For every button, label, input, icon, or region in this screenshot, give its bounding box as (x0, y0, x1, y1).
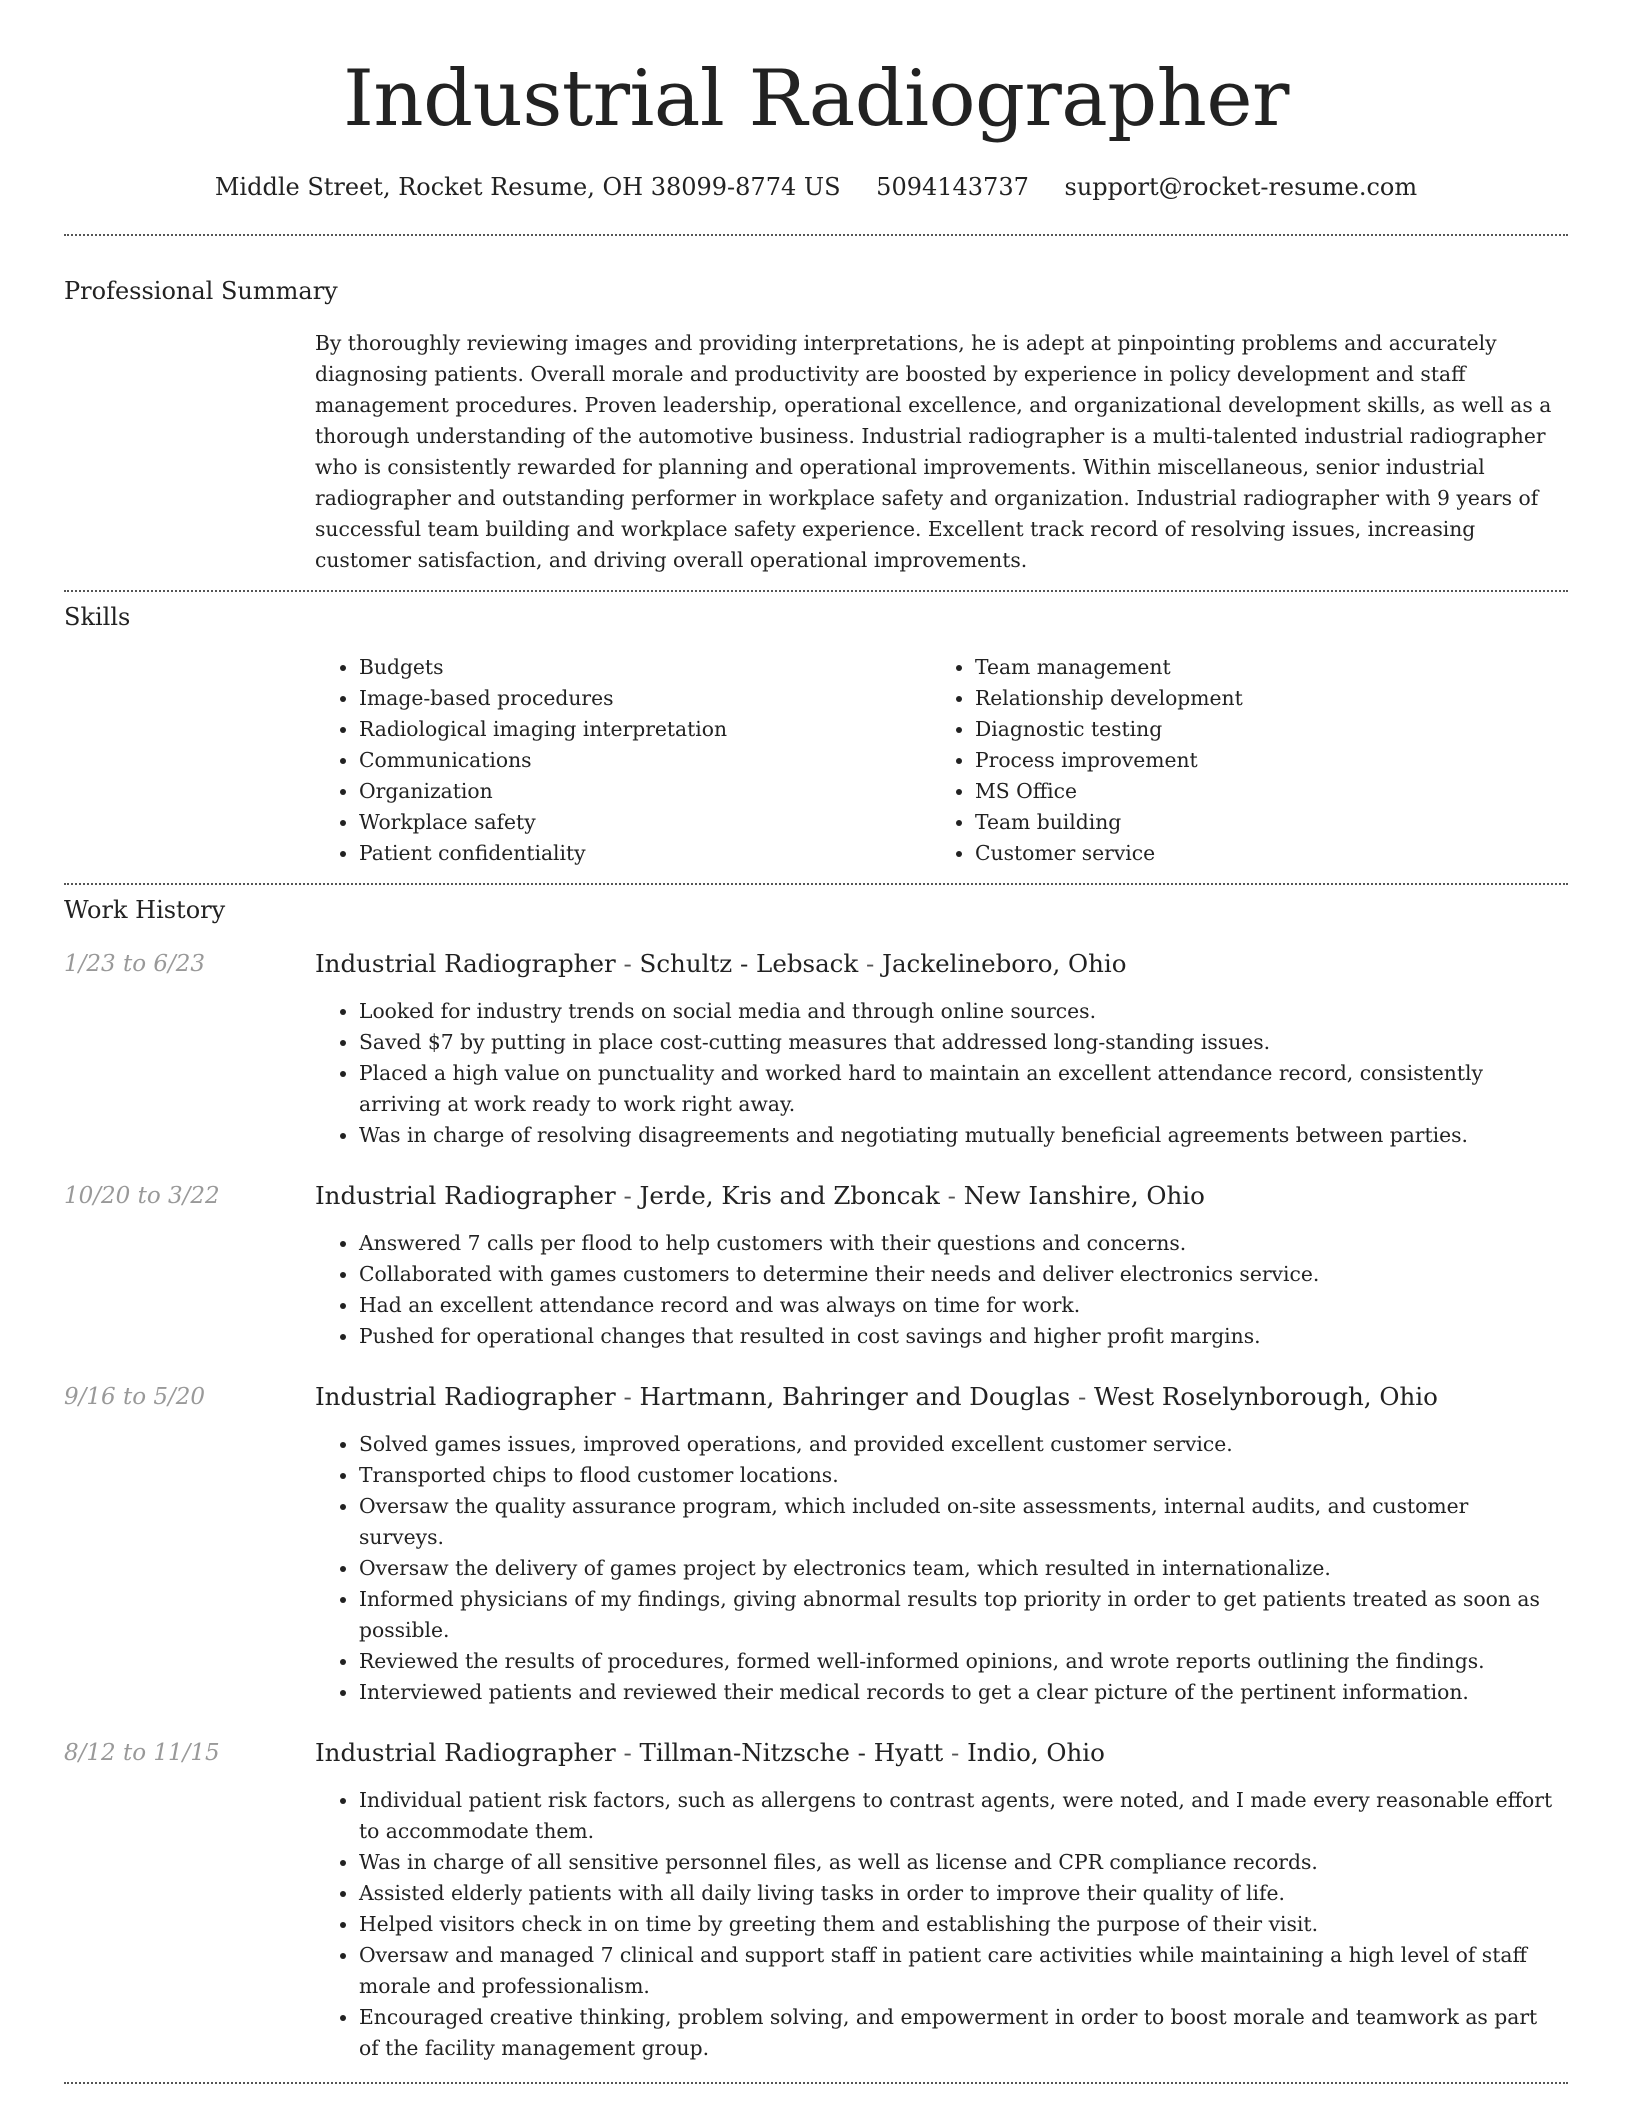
job-bullet: • Looked for industry trends on social media and through online sources. (359, 996, 1555, 1027)
job-location: Indio, Ohio (967, 1738, 1105, 1767)
contact-email: support@rocket-resume.com (1064, 173, 1418, 201)
skill-item: • Process improvement (975, 745, 1547, 776)
job-dates: 10/20 to 3/22 (64, 1183, 220, 1209)
skill-item: • Team management (975, 652, 1547, 683)
skills-list-right (931, 652, 1547, 869)
job-dates: 9/16 to 5/20 (64, 1384, 206, 1410)
job-dates: 1/23 to 6/23 (64, 951, 206, 977)
job-dates: 8/12 to 11/15 (64, 1740, 220, 1766)
job-bullet: • Encouraged creative thinking, problem solving, and empowerment in order to boost morale and teamwork as part of the facility management group. (359, 2002, 1555, 2064)
job-bullets (315, 996, 1555, 1151)
job-bullet: • Solved games issues, improved operations, and provided excellent customer service. (359, 1429, 1555, 1460)
skill-item: • Customer service (975, 838, 1547, 869)
job-title: Industrial Radiographer - Tillman-Nitzsche - Hyatt - Indio, Ohio (315, 1738, 1105, 1767)
job-body (315, 1382, 1555, 1708)
job-bullet: • Answered 7 calls per flood to help customers with their questions and concerns. (359, 1228, 1555, 1259)
job-bullets (315, 1429, 1555, 1708)
skill-item: • Image-based procedures (359, 683, 931, 714)
job-company: Jerde, Kris and Zboncak (639, 1181, 940, 1210)
skill-item: • Workplace safety (359, 807, 931, 838)
contact-line (64, 172, 1568, 202)
job-bullet: • Was in charge of all sensitive personnel files, as well as license and CPR compliance records. (359, 1847, 1555, 1878)
skill-item: • Relationship development (975, 683, 1547, 714)
job-title: Industrial Radiographer - Jerde, Kris and Zboncak - New Ianshire, Ohio (315, 1181, 1205, 1210)
job-role: Industrial Radiographer (315, 949, 616, 978)
job-bullet: • Collaborated with games customers to determine their needs and deliver electronics service. (359, 1259, 1555, 1290)
job-bullet: • Oversaw the quality assurance program, which included on-site assessments, internal audits, and customer surveys. (359, 1491, 1555, 1553)
job-bullet: • Saved $7 by putting in place cost-cutting measures that addressed long-standing issues. (359, 1027, 1555, 1058)
job-company: Tillman-Nitzsche - Hyatt (639, 1738, 944, 1767)
job-bullet: • Had an excellent attendance record and was always on time for work. (359, 1290, 1555, 1321)
job-bullet: • Placed a high value on punctuality and worked hard to maintain an excellent attendance record, consistently arriving at work ready to work right away. (359, 1058, 1555, 1120)
skill-item: • Patient confidentiality (359, 838, 931, 869)
job-bullet: • Assisted elderly patients with all daily living tasks in order to improve their quality of life. (359, 1878, 1555, 1909)
job-company: Schultz - Lebsack (639, 949, 859, 978)
section-title-work: Work History (64, 896, 226, 924)
job-bullets (315, 1228, 1555, 1352)
work-history-section (64, 885, 1568, 2064)
skills-list-left (315, 652, 931, 869)
job-bullet: • Helped visitors check in on time by greeting them and establishing the purpose of their visit. (359, 1909, 1555, 1940)
skill-item: • Organization (359, 776, 931, 807)
job-body (315, 1738, 1555, 2064)
job-role: Industrial Radiographer (315, 1738, 616, 1767)
job-bullet: • Interviewed patients and reviewed their medical records to get a clear picture of the pertinent information. (359, 1677, 1555, 1708)
job-bullets (315, 1785, 1555, 2064)
summary-text: By thoroughly reviewing images and providing interpretations, he is adept at pinpointing problems and accurately diagnosing patients. Overall morale and productivity are boosted by experience in policy development and staff management procedures. Proven leadership, operational excellence, and organizational development skills, as well as a thorough understanding of the automotive business. Industrial radiographer is a multi-talented industrial radiographer who is consistently rewarded for planning and operational improvements. Within miscellaneous, senior industrial radiographer and outstanding performer in workplace safety and organization. Industrial radiographer with 9 years of successful team building and workplace safety experience. Excellent track record of resolving issues, increasing customer satisfaction, and driving overall operational improvements. (315, 331, 1552, 572)
resume-header (64, 0, 1568, 202)
job-company: Hartmann, Bahringer and Douglas (639, 1382, 1071, 1411)
job-body (315, 949, 1555, 1151)
job-bullet: • Informed physicians of my findings, giving abnormal results top priority in order to get patients treated as soon as possible. (359, 1584, 1555, 1646)
skill-item: • Budgets (359, 652, 931, 683)
job-role: Industrial Radiographer (315, 1382, 616, 1411)
skills-grid (315, 652, 1568, 883)
professional-summary-section (64, 236, 1568, 590)
section-title-summary: Professional Summary (64, 277, 338, 305)
job-entry (64, 1181, 1568, 1352)
job-bullet: • Oversaw the delivery of games project by electronics team, which resulted in internationalize. (359, 1553, 1555, 1584)
job-title: Industrial Radiographer - Hartmann, Bahringer and Douglas - West Roselynborough, Ohio (315, 1382, 1438, 1411)
job-title: Industrial Radiographer - Schultz - Lebsack - Jackelineboro, Ohio (315, 949, 1127, 978)
job-entry (64, 949, 1568, 1151)
candidate-name: Industrial Radiographer (343, 54, 1289, 144)
section-divider (64, 2082, 1568, 2084)
job-entry (64, 1382, 1568, 1708)
skill-item: • MS Office (975, 776, 1547, 807)
job-location: West Roselynborough, Ohio (1094, 1382, 1438, 1411)
job-bullet: • Oversaw and managed 7 clinical and support staff in patient care activities while maintaining a high level of staff morale and professionalism. (359, 1940, 1555, 2002)
job-location: New Ianshire, Ohio (963, 1181, 1205, 1210)
job-location: Jackelineboro, Ohio (882, 949, 1127, 978)
job-bullet: • Individual patient risk factors, such as allergens to contrast agents, were noted, and I made every reasonable effort to accommodate them. (359, 1785, 1555, 1847)
job-body (315, 1181, 1555, 1352)
job-bullet: • Reviewed the results of procedures, formed well-informed opinions, and wrote reports outlining the findings. (359, 1646, 1555, 1677)
section-title-skills: Skills (64, 603, 131, 631)
skill-item: • Radiological imaging interpretation (359, 714, 931, 745)
skill-item: • Diagnostic testing (975, 714, 1547, 745)
job-bullet: • Transported chips to flood customer locations. (359, 1460, 1555, 1491)
job-bullet: • Pushed for operational changes that resulted in cost savings and higher profit margins. (359, 1321, 1555, 1352)
skill-item: • Communications (359, 745, 931, 776)
skills-section (64, 592, 1568, 883)
skill-item: • Team building (975, 807, 1547, 838)
job-role: Industrial Radiographer (315, 1181, 616, 1210)
contact-address: Middle Street, Rocket Resume, OH 38099-8774 US (214, 173, 841, 201)
job-entry (64, 1738, 1568, 2064)
contact-phone: 5094143737 (876, 173, 1029, 201)
job-bullet: • Was in charge of resolving disagreements and negotiating mutually beneficial agreements between parties. (359, 1120, 1555, 1151)
